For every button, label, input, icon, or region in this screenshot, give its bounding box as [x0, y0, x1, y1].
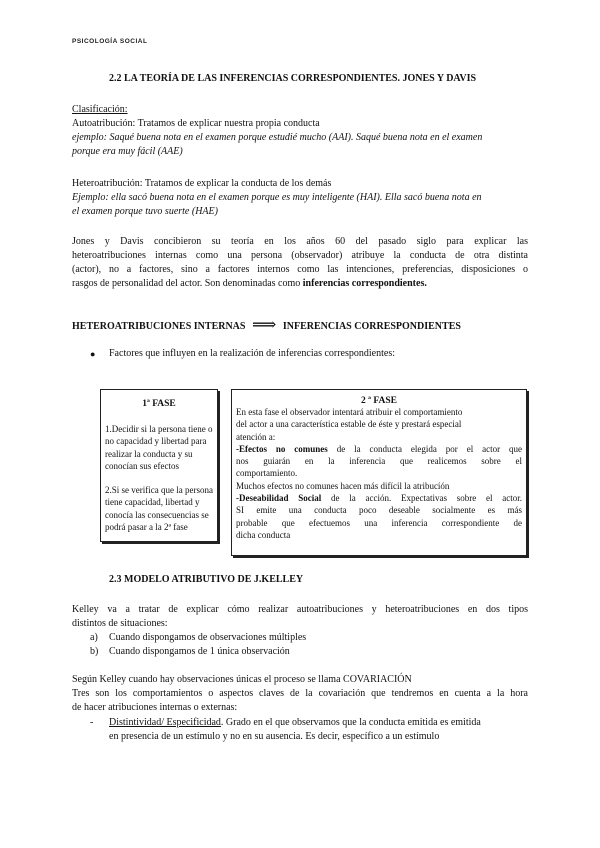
factors-bullet-text: Factores que influyen en la realización de inferencias correspondientes: — [109, 348, 395, 359]
distintividad-line-1 — [109, 716, 528, 730]
fase1-body — [105, 423, 217, 533]
list-item-a: Cuando dispongamos de observaciones múltiples — [109, 632, 307, 643]
section-title-kelley: 2.3 MODELO ATRIBUTIVO DE J.KELLEY — [109, 574, 304, 585]
paragraph-line: Jones y Davis concibieron su teoría en los años 60 del pasado siglo para explicar las — [72, 236, 528, 247]
heteroatribucion-example-1: Ejemplo: ella sacó buena nota en el examen porque es muy inteligente (HAI). Ella sacó buena nota en — [72, 192, 482, 203]
jones-davis-paragraph — [72, 235, 528, 291]
paragraph-line-last — [72, 277, 528, 291]
paragraph-text: rasgos de personalidad del actor. Son denominadas como — [72, 278, 303, 289]
fase1-box — [100, 389, 218, 542]
fase2-line: comportamiento. — [236, 468, 298, 479]
inferencias-correspondientes-bold: inferencias correspondientes. — [302, 278, 427, 289]
fase2-text: de la acción. Expectativas sobre el actor. — [321, 493, 522, 504]
fase2-line: SI emite una conducta poco deseable socialmente es más — [236, 505, 522, 516]
page-header: PSICOLOGÍA SOCIAL — [72, 38, 148, 45]
heteroatribucion-line: Heteroatribución: Tratamos de explicar la conducta de los demás — [72, 178, 332, 189]
efectos-no-comunes-bold: -Efectos no comunes — [236, 443, 328, 454]
section-title-inferencias: 2.2 LA TEORÍA DE LAS INFERENCIAS CORRESPONDIENTES. JONES Y DAVIS — [109, 73, 477, 84]
distintividad-label: Distintividad/ Especificidad — [109, 717, 221, 728]
fase2-line: En esta fase el observador intentará atribuir el comportamiento — [236, 407, 463, 417]
double-arrow-icon: ⟹ — [251, 315, 277, 334]
kelley-paragraph — [72, 603, 528, 631]
hetero-heading-right: INFERENCIAS CORRESPONDIENTES — [282, 321, 461, 332]
fase1-title: 1ª FASE — [142, 399, 176, 409]
distintividad-line-2: en presencia de un estímulo y no en su ausencia. Es decir, específico a un estímulo — [109, 731, 440, 742]
fase2-line: dicha conducta — [236, 529, 291, 540]
list-marker-b: b) — [90, 646, 99, 657]
dash-marker: - — [90, 717, 94, 728]
fase1-line: conocían sus efectos — [105, 460, 179, 471]
heteroatribucion-example-2: el examen porque tuvo suerte (HAE) — [72, 206, 218, 217]
fase1-line: tiene capacidad, libertad y — [105, 497, 200, 508]
fase2-text: de la conducta elegida por el actor que — [327, 443, 522, 454]
hetero-heading — [72, 314, 461, 334]
fase2-box — [231, 389, 527, 556]
comportamientos-paragraph — [72, 687, 528, 715]
fase1-line: 1.Decidir si la persona tiene o — [105, 424, 213, 434]
fase2-line — [236, 443, 522, 455]
clasificacion-label: Clasificación: — [72, 104, 128, 115]
fase2-line: nos guiarán en la inferencia que realicemos sobre el — [236, 456, 522, 467]
fase2-line: probable que efectuemos una inferencia correspondiente de — [236, 517, 522, 528]
paragraph-line: heteroatribuciones internas como una persona (observador) atribuye la conducta de otra distinta — [72, 250, 528, 261]
fase2-line: del actor a una característica estable de éste y prestará especial — [236, 419, 462, 430]
fase2-line: atención a: — [236, 431, 276, 442]
covariacion-line: Según Kelley cuando hay observaciones únicas el proceso se llama COVARIACIÓN — [72, 674, 412, 685]
distintividad-item — [109, 716, 528, 744]
deseabilidad-social-bold: -Deseabilidad Social — [236, 493, 322, 504]
autoatribucion-example-2: porque era muy fácil (AAE) — [72, 146, 183, 157]
fase1-line: no capacidad y libertad para — [105, 436, 207, 447]
hetero-heading-left: HETEROATRIBUCIONES INTERNAS — [72, 321, 246, 332]
fase2-line: Muchos efectos no comunes hacen más difícil la atribucíón — [236, 480, 450, 491]
fase1-spacer — [105, 472, 217, 484]
fase2-title: 2 ª FASE — [361, 396, 397, 406]
fase2-line — [236, 492, 522, 504]
paragraph-line: Tres son los comportamientos o aspectos claves de la covariación que tendremos en cuenta a la hora — [72, 688, 528, 699]
autoatribucion-line: Autoatribución: Tratamos de explicar nuestra propia conducta — [72, 118, 320, 129]
list-item-b: Cuando dispongamos de 1 única observación — [109, 646, 290, 657]
fase1-line: conocía las consecuencias se — [105, 509, 209, 520]
distintividad-text: . Grado en el que observamos que la conducta emitida es emitida — [220, 717, 481, 728]
bullet-icon: ● — [90, 349, 96, 359]
paragraph-line: Kelley va a tratar de explicar cómo realizar autoatribuciones y heteroatribuciones en dos tipos — [72, 604, 528, 615]
paragraph-line: (actor), no a factores, sino a factores internos como las intenciones, preferencias, disposiciones o — [72, 264, 528, 275]
paragraph-line: de hacer atribuciones internas o externas: — [72, 702, 238, 713]
autoatribucion-example-1: ejemplo: Saqué buena nota en el examen porque estudié mucho (AAI). Saqué buena nota en el examen — [72, 132, 483, 143]
fase1-line: podrá pasar a la 2ª fase — [105, 522, 188, 533]
fase1-line: realizar la conducta y su — [105, 448, 193, 459]
list-marker-a: a) — [90, 632, 98, 643]
fase2-body — [236, 406, 522, 541]
paragraph-line: distintos de situaciones: — [72, 618, 168, 629]
fase1-line: 2.Si se verifica que la persona — [105, 485, 213, 496]
